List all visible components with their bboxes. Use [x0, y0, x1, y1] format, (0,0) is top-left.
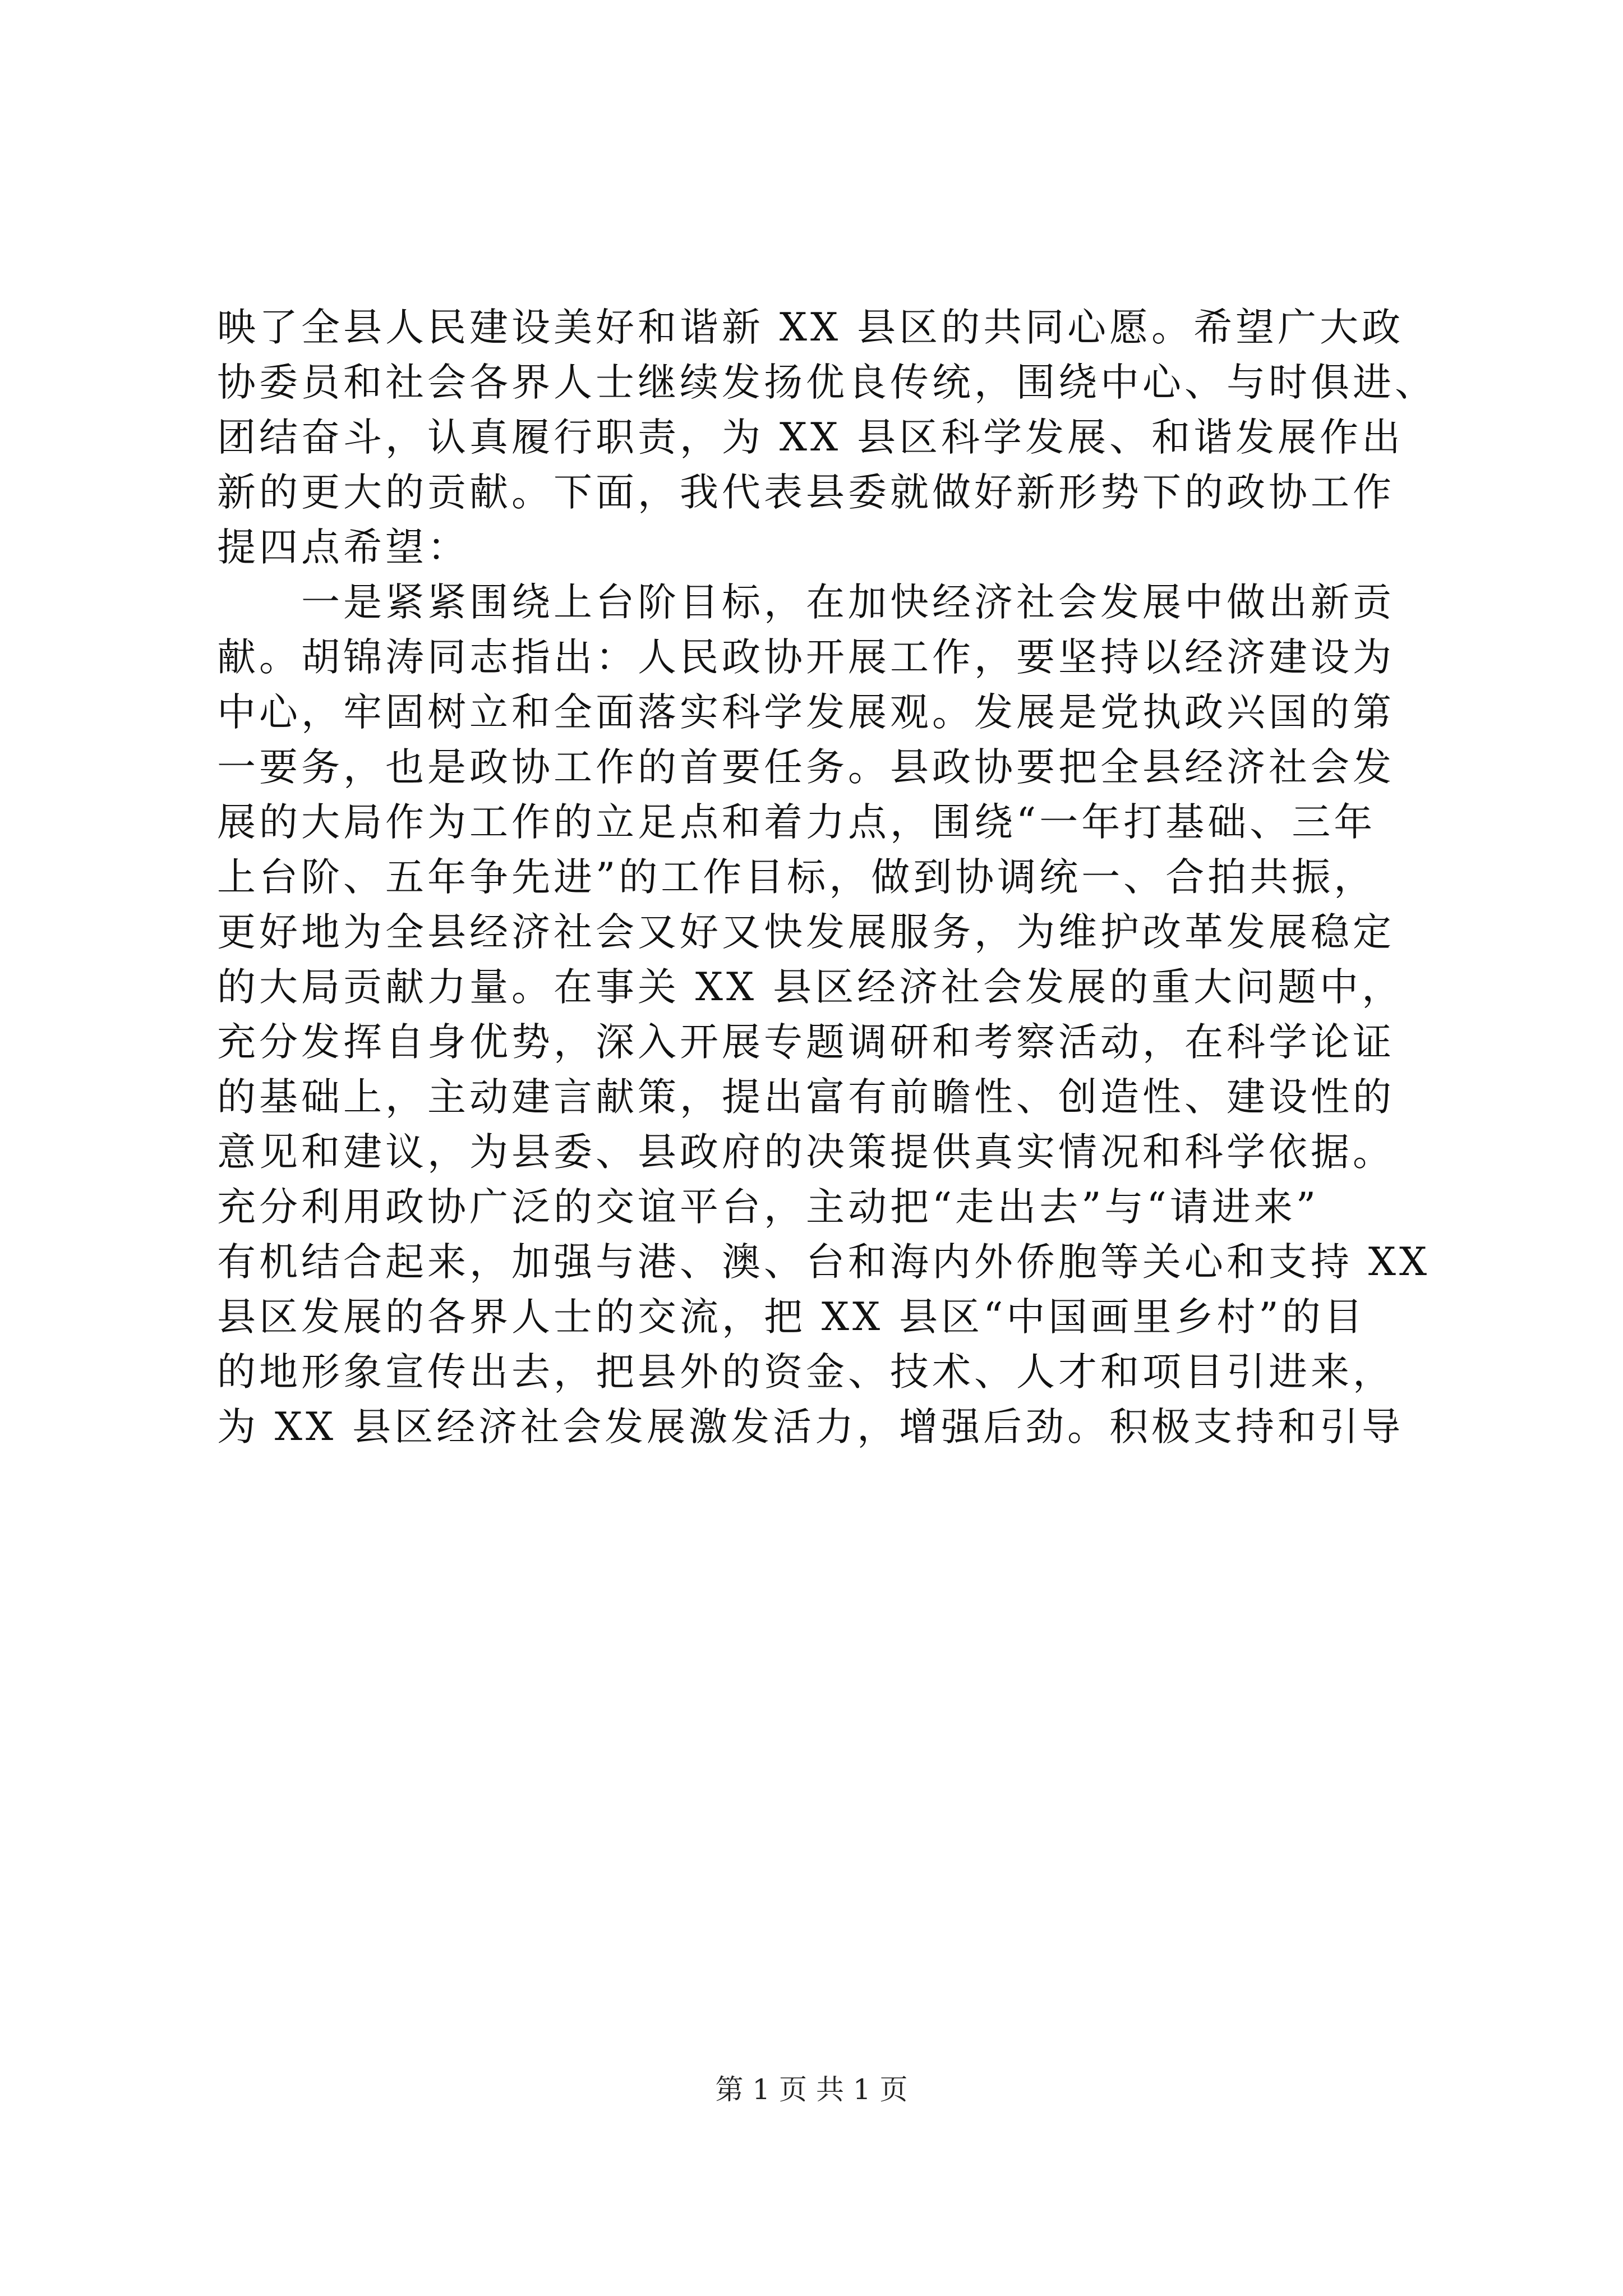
text-line: 中心，牢固树立和全面落实科学发展观。发展是党执政兴国的第: [217, 690, 1395, 735]
text-line: 一是紧紧围绕上台阶目标，在加快经济社会发展中做出新贡: [217, 580, 1395, 625]
text-line: 提四点希望：: [217, 525, 469, 570]
text-line: 映了全县人民建设美好和谐新 XX 县区的共同心愿。希望广大政: [217, 305, 1404, 350]
text-line: 充分发挥自身优势，深入开展专题调研和考察活动，在科学论证: [217, 1020, 1395, 1065]
text-line: 的地形象宣传出去，把县外的资金、技术、人才和项目引进来，: [217, 1350, 1395, 1395]
text-line: 的大局贡献力量。在事关 XX 县区经济社会发展的重大问题中，: [217, 965, 1404, 1010]
text-line: 更好地为全县经济社会又好又快发展服务，为维护改革发展稳定: [217, 910, 1395, 955]
text-line: 有机结合起来，加强与港、澳、台和海内外侨胞等关心和支持 XX: [217, 1240, 1431, 1285]
text-line: 团结奋斗，认真履行职责，为 XX 县区科学发展、和谐发展作出: [217, 415, 1404, 460]
page-footer: 第 1 页 共 1 页: [715, 2073, 908, 2106]
body-text: [217, 300, 1437, 1455]
text-line: 充分利用政协广泛的交谊平台，主动把“走出去”与“请进来”: [217, 1185, 1320, 1230]
text-line: 新的更大的贡献。下面，我代表县委就做好新形势下的政协工作: [217, 470, 1395, 515]
text-line: 县区发展的各界人士的交流，把 XX 县区“中国画里乡村”的目: [217, 1295, 1366, 1340]
text-line: 一要务，也是政协工作的首要任务。县政协要把全县经济社会发: [217, 745, 1395, 790]
text-line: 为 XX 县区经济社会发展激发活力，增强后劲。积极支持和引导: [217, 1405, 1404, 1450]
text-line: 协委员和社会各界人士继续发扬优良传统，围绕中心、与时俱进、: [217, 360, 1437, 405]
text-line: 展的大局作为工作的立足点和着力点，围绕“一年打基础、三年: [217, 800, 1376, 845]
text-line: 的基础上，主动建言献策，提出富有前瞻性、创造性、建设性的: [217, 1075, 1395, 1120]
text-line: 意见和建议，为县委、县政府的决策提供真实情况和科学依据。: [217, 1130, 1395, 1175]
text-line: 献。胡锦涛同志指出：人民政协开展工作，要坚持以经济建设为: [217, 635, 1395, 680]
text-line: 上台阶、五年争先进”的工作目标，做到协调统一、合拍共振，: [217, 855, 1376, 900]
